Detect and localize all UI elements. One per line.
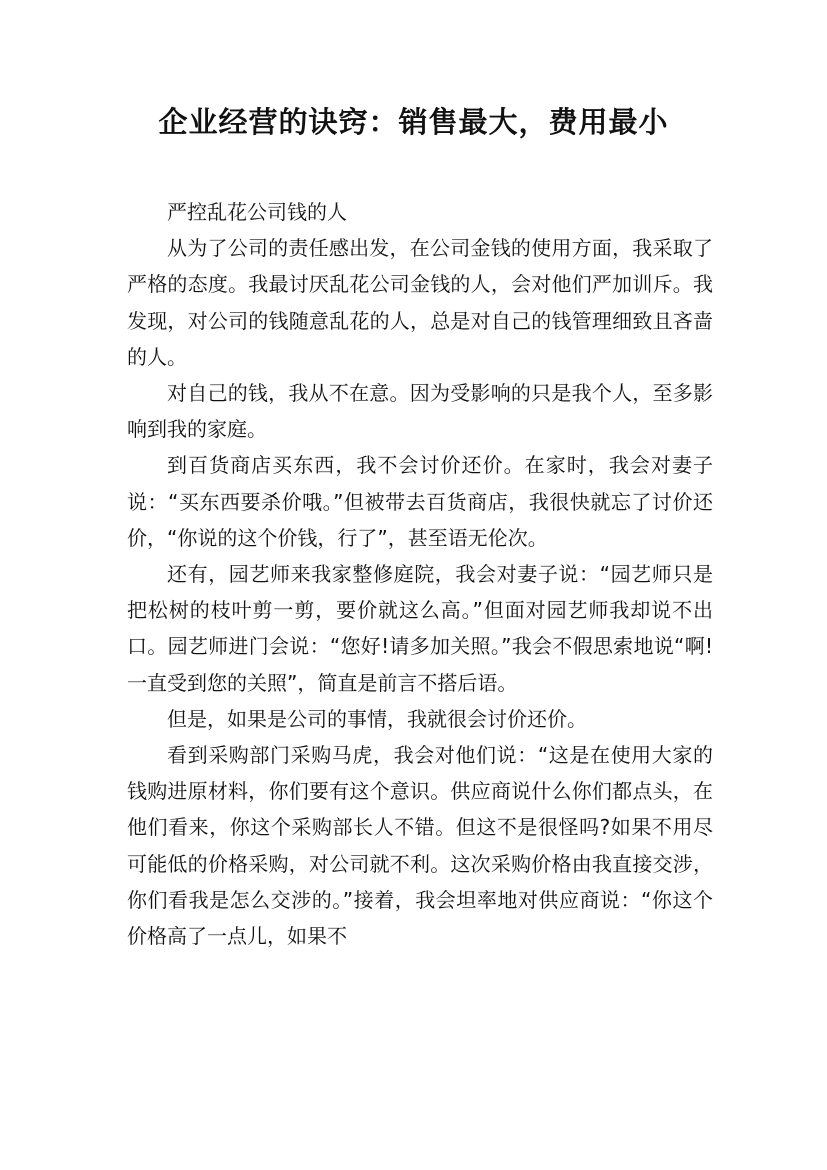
paragraph: 还有，园艺师来我家整修庭院，我会对妻子说：“园艺师只是把松树的枝叶剪一剪，要价就这么高。”但面对园艺师我却说不出口。园艺师进门会说：“您好!请多加关照。”我会不假思索地说“啊!一直受到您的关照”，简直是前言不搭后语。 <box>127 562 713 695</box>
document-body <box>127 194 713 954</box>
document-title: 企业经营的诀窍：销售最大，费用最小 <box>158 105 669 139</box>
paragraph: 但是，如果是公司的事情，我就很会讨价还价。 <box>167 706 587 731</box>
paragraph: 从为了公司的责任感出发，在公司金钱的使用方面，我采取了严格的态度。我最讨厌乱花公司金钱的人，会对他们严加训斥。我发现，对公司的钱随意乱花的人，总是对自己的钱管理细致且吝啬的人。 <box>127 236 713 369</box>
paragraph: 到百货商店买东西，我不会讨价还价。在家时，我会对妻子说：“买东西要杀价哦。”但被带去百货商店，我很快就忘了讨价还价，“你说的这个价钱，行了”，甚至语无伦次。 <box>127 453 713 550</box>
paragraph: 对自己的钱，我从不在意。因为受影响的只是我个人，至多影响到我的家庭。 <box>127 381 713 442</box>
section-heading: 严控乱花公司钱的人 <box>167 200 347 224</box>
paragraph: 看到采购部门采购马虎，我会对他们说：“这是在使用大家的钱购进原材料，你们要有这个意识。供应商说什么你们都点头，在他们看来，你这个采购部长人不错。但这不是很怪吗?如果不用尽可能低的价格采购，对公司就不利。这次采购价格由我直接交涉，你们看我是怎么交涉的。”接着，我会坦率地对供应商说：“你这个价格高了一点儿，如果不 <box>127 743 713 949</box>
